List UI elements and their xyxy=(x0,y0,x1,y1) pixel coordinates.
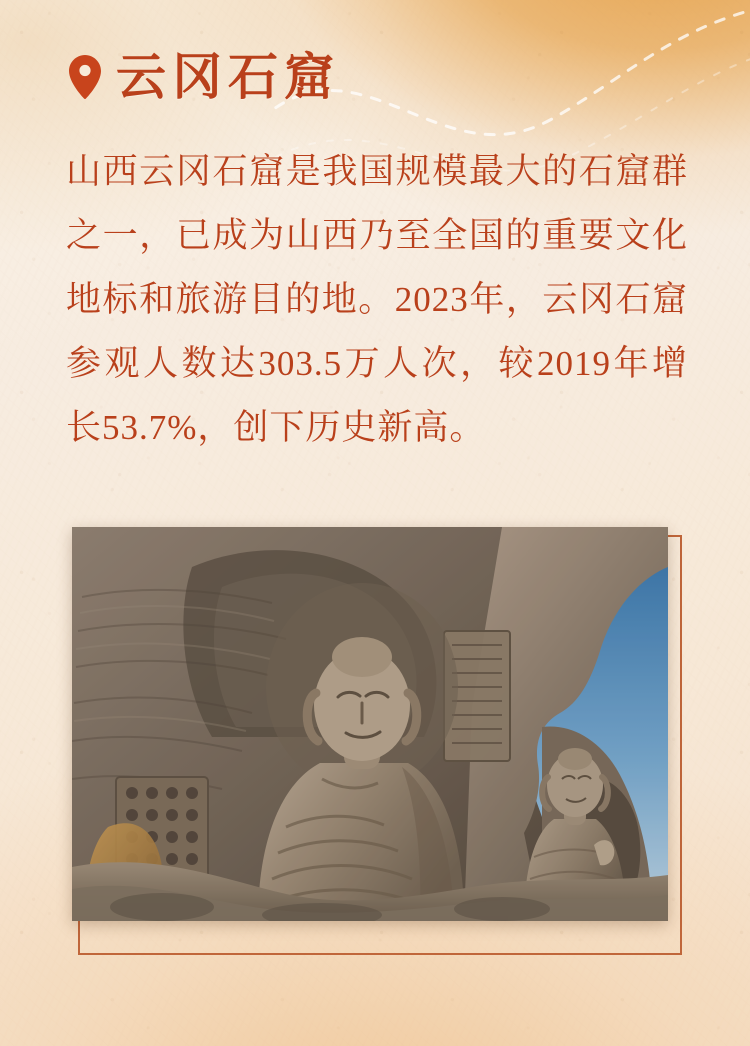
cave-photo xyxy=(72,527,668,921)
poster-paragraph: 山西云冈石窟是我国规模最大的石窟群之一，已成为山西乃至全国的重要文化地标和旅游目的地。2023年，云冈石窟参观人数达303.5万人次，较2019年增长53.7%，创下历史新高。 xyxy=(66,152,688,447)
photo-frame xyxy=(78,535,682,955)
page-title: 云冈石窟 xyxy=(116,49,340,105)
map-pin-icon xyxy=(68,54,102,100)
cave-photo-illustration xyxy=(72,527,668,921)
poster-header xyxy=(68,49,340,105)
